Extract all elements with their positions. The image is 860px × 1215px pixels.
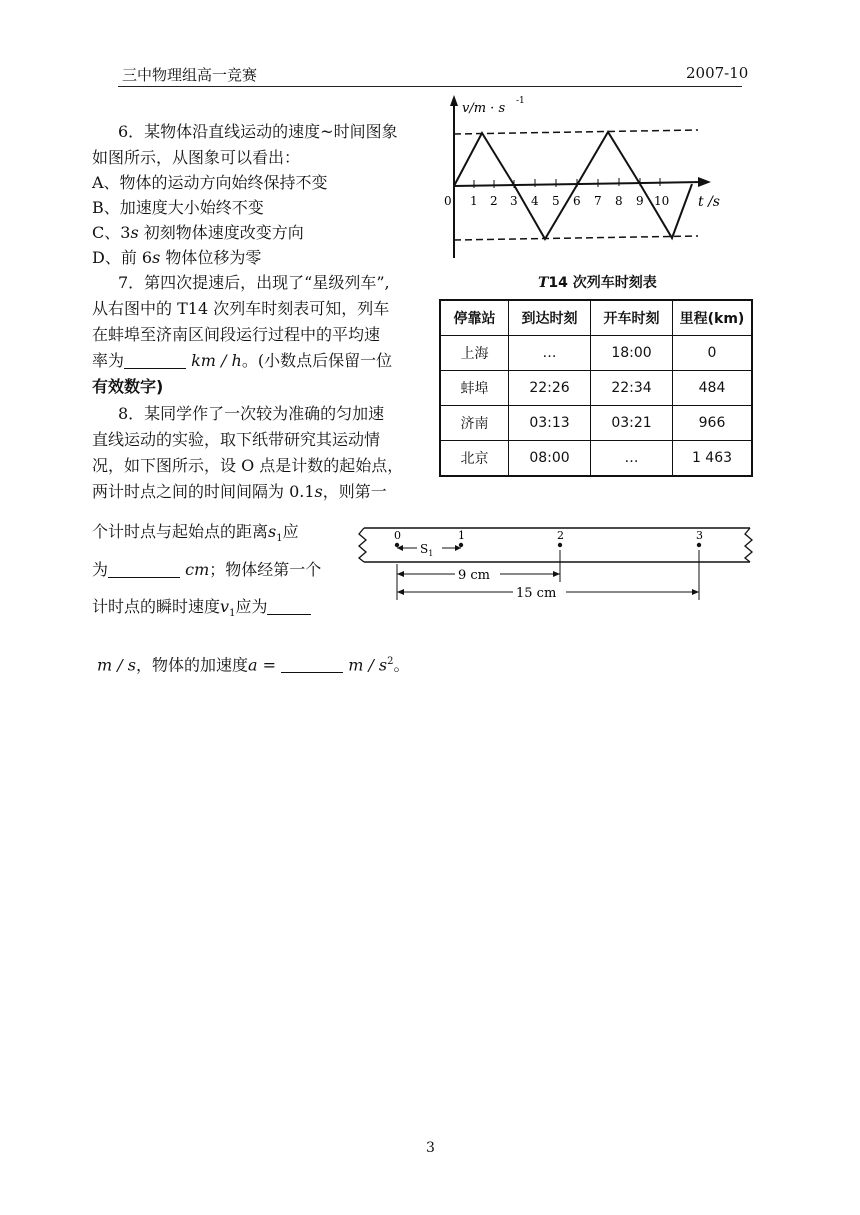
departure-cell: 18:00 [591, 336, 673, 371]
x-axis-arrow [698, 177, 711, 187]
q8-line1: 8．某同学作了一次较为准确的匀加速 [118, 404, 385, 423]
tape-right-tear [745, 528, 752, 562]
arrival-cell: 03:13 [509, 406, 591, 441]
tape-label-0: 0 [394, 529, 401, 542]
tick-8: 8 [615, 194, 623, 208]
tick-2: 2 [490, 194, 498, 208]
timetable-header-row [440, 300, 752, 336]
answer-blank [281, 656, 343, 673]
departure-cell: … [591, 441, 673, 477]
header-cell: 到达时刻 [509, 300, 591, 336]
distance-cell: 0 [673, 336, 753, 371]
q7-line1: 7．第四次提速后，出现了“星级列车”, [118, 273, 390, 292]
distance-cell: 966 [673, 406, 753, 441]
tick-4: 4 [531, 194, 539, 208]
header-left: 三中物理组高一竞赛 [122, 66, 258, 84]
tape-point-2 [558, 543, 562, 547]
table-row [440, 406, 752, 441]
station-cell: 蚌埠 [440, 371, 509, 406]
paper-tape-diagram [350, 518, 770, 610]
tick-6: 6 [573, 194, 581, 208]
timetable-title: T14 次列车时刻表 [538, 275, 657, 291]
y-axis-label: v/m · s [462, 101, 506, 116]
velocity-time-graph [430, 92, 730, 264]
distance-cell: 1 463 [673, 441, 753, 477]
distance-cell: 484 [673, 371, 753, 406]
timetable [439, 299, 753, 477]
header-cell: 里程(km) [673, 300, 753, 336]
q8-line6: 为 cm；物体经第一个 [92, 560, 322, 579]
q8-line2: 直线运动的实验，取下纸带研究其运动情 [92, 430, 381, 449]
q8-line7: 计时点的瞬时速度$v_1$应为 [92, 597, 311, 624]
lower-dashed-line [454, 236, 698, 240]
dim-9cm-label: 9 cm [458, 568, 491, 583]
q8-line8: m / s，物体的加速度$a = m / s^2$。 [97, 655, 410, 675]
answer-blank [108, 561, 180, 578]
tick-3: 3 [510, 194, 518, 208]
departure-cell: 03:21 [591, 406, 673, 441]
station-cell: 北京 [440, 441, 509, 477]
q8-line4: 两计时点之间的时间间隔为 0.1s，则第一 [92, 482, 387, 501]
arrival-cell: 08:00 [509, 441, 591, 477]
header-cell: 停靠站 [440, 300, 509, 336]
x-tick-labels [444, 194, 669, 208]
tick-10: 10 [654, 194, 670, 208]
tape-point-0 [395, 543, 399, 547]
q6-option-b: B、加速度大小始终不变 [92, 198, 264, 217]
tick-5: 5 [552, 194, 560, 208]
header-right: 2007-10 [686, 64, 749, 82]
q6-line1: 6．某物体沿直线运动的速度~时间图象 [118, 122, 398, 141]
departure-cell: 22:34 [591, 371, 673, 406]
q7-line3: 在蚌埠至济南区间段运行过程中的平均速 [92, 325, 381, 344]
q8-line3: 况，如下图所示，设 O 点是计数的起始点， [92, 456, 404, 475]
tape-label-2: 2 [557, 529, 564, 542]
tape-label-1: 1 [458, 529, 465, 542]
upper-dashed-line [454, 130, 698, 134]
arrival-cell: … [509, 336, 591, 371]
q8-line5: 个计时点与起始点的距离$s_1$应 [92, 522, 299, 545]
tick-9: 9 [636, 194, 644, 208]
q6-line2: 如图所示，从图象可以看出： [92, 148, 301, 167]
answer-blank [124, 352, 186, 369]
arrival-cell: 22:26 [509, 371, 591, 406]
table-row [440, 371, 752, 406]
s1-label: $S_1$ [420, 542, 434, 558]
header-cell: 开车时刻 [591, 300, 673, 336]
q6-option-a: A、物体的运动方向始终保持不变 [92, 173, 328, 192]
tick-1: 1 [470, 194, 478, 208]
y-axis-arrow [450, 95, 458, 106]
tick-0: 0 [444, 194, 452, 208]
page-number: 3 [426, 1140, 435, 1156]
tape-left-tear [359, 528, 366, 562]
x-axis-label: t /s [698, 194, 720, 210]
header-rule [118, 86, 742, 87]
y-axis-label-exp: -1 [516, 96, 525, 106]
q6-option-c: C、3s 初刻物体速度改变方向 [92, 223, 304, 242]
tape-point-1 [459, 543, 463, 547]
station-cell: 上海 [440, 336, 509, 371]
table-row [440, 336, 752, 371]
q6-option-d: D、前 6s 物体位移为零 [92, 248, 262, 267]
table-row [440, 441, 752, 477]
q7-line4: 率为 km / h。(小数点后保留一位 [92, 351, 393, 370]
dim-15cm-label: 15 cm [516, 586, 557, 601]
answer-blank [267, 598, 311, 615]
tape-label-3: 3 [696, 529, 703, 542]
tape-point-3 [697, 543, 701, 547]
station-cell: 济南 [440, 406, 509, 441]
q7-line2: 从右图中的 T14 次列车时刻表可知，列车 [92, 299, 390, 318]
q7-line5: 有效数字) [92, 377, 164, 396]
tick-7: 7 [594, 194, 602, 208]
